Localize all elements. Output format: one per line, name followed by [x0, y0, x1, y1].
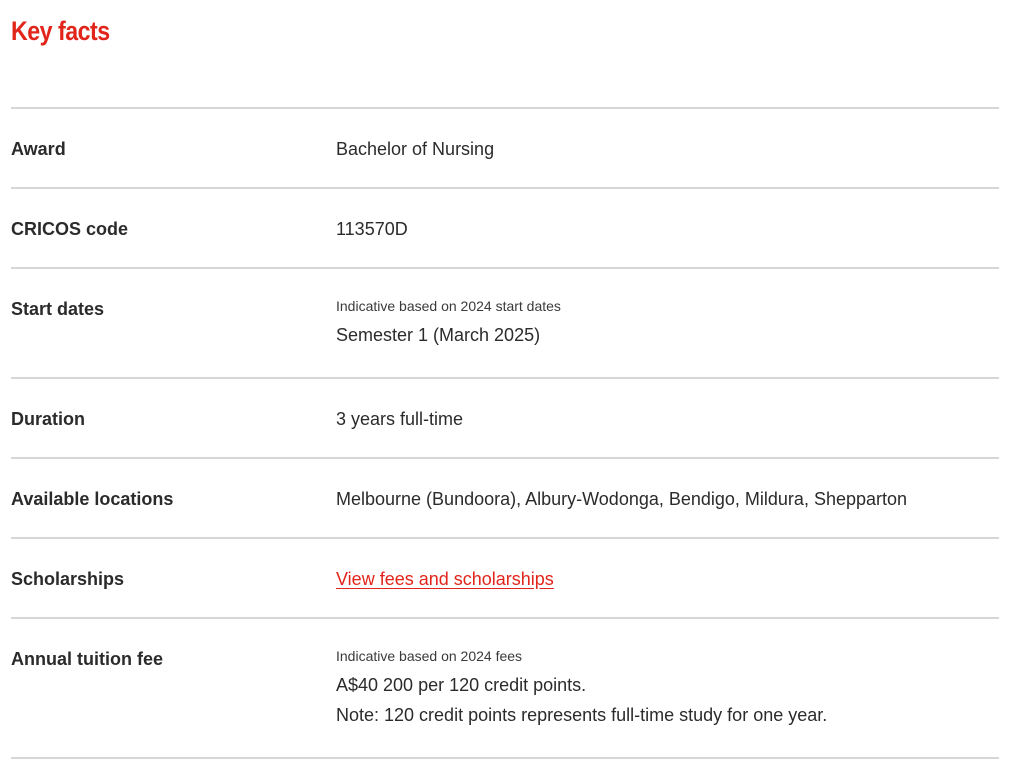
fact-row-start-dates	[11, 269, 999, 379]
fact-row-award	[11, 109, 999, 189]
fact-row-cricos	[11, 189, 999, 269]
fact-value-start-dates	[336, 297, 561, 350]
fact-row-locations	[11, 459, 999, 539]
start-dates-value: Semester 1 (March 2025)	[336, 325, 541, 345]
fact-label-tuition: Annual tuition fee	[11, 649, 163, 669]
fact-label-scholarships: Scholarships	[11, 569, 125, 589]
fact-value-award: Bachelor of Nursing	[336, 139, 495, 159]
tuition-note: Indicative based on 2024 fees	[336, 648, 523, 664]
tuition-value: A$40 200 per 120 credit points.	[336, 675, 587, 695]
fact-label-start-dates: Start dates	[11, 299, 105, 319]
fact-label-locations: Available locations	[11, 489, 174, 509]
fact-value-duration: 3 years full-time	[336, 409, 464, 429]
fact-value-cricos: 113570D	[336, 219, 408, 239]
fact-label-duration: Duration	[11, 409, 85, 429]
fact-value-tuition	[336, 647, 827, 730]
key-facts-table	[11, 107, 999, 759]
fact-value-scholarships	[336, 568, 554, 590]
fact-row-duration	[11, 379, 999, 459]
tuition-footnote: Note: 120 credit points represents full-time study for one year.	[336, 705, 828, 725]
fact-row-tuition	[11, 619, 999, 759]
start-dates-note: Indicative based on 2024 start dates	[336, 298, 561, 314]
fact-row-scholarships	[11, 539, 999, 619]
page-title: Key facts	[11, 16, 110, 46]
fact-label-cricos: CRICOS code	[11, 219, 129, 239]
fact-value-locations: Melbourne (Bundoora), Albury-Wodonga, Bendigo, Mildura, Shepparton	[336, 489, 908, 509]
view-fees-scholarships-link[interactable]: View fees and scholarships	[336, 569, 554, 589]
fact-label-award: Award	[11, 139, 66, 159]
